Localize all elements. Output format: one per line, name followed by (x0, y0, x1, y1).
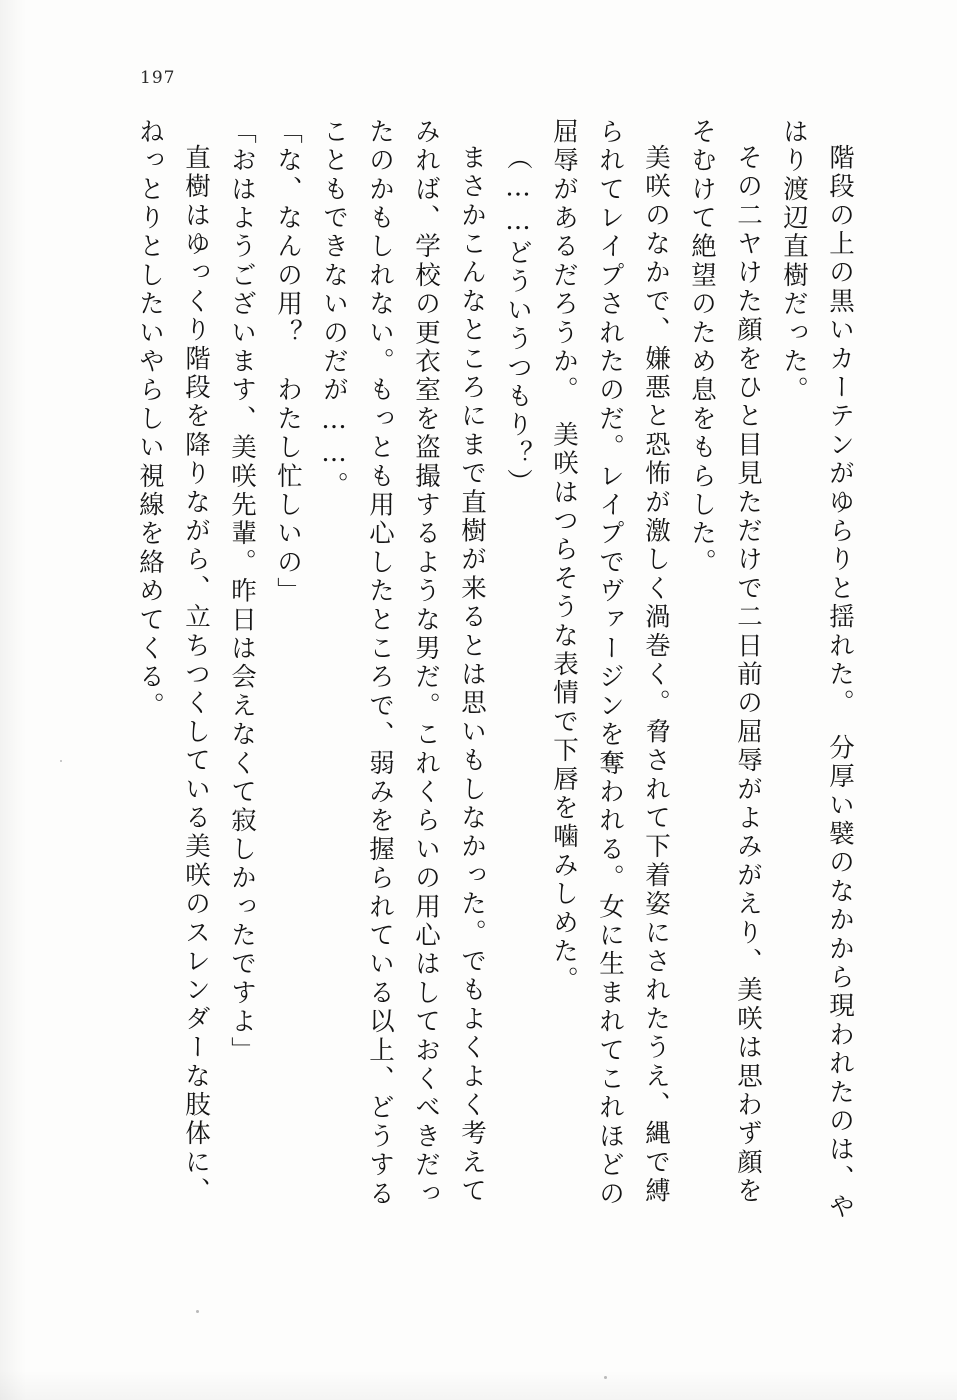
scan-edge-shadow-left (0, 0, 26, 1400)
text-line: まさかこんなところにまで直樹が来るとは思いもしなかった。でもよくよく考えて (457, 144, 487, 1206)
text-line: みれば、学校の更衣室を盗撮するような男だ。これくらいの用心はしておくべきだっ (411, 118, 441, 1209)
vertical-text-block (105, 118, 855, 1278)
text-line: （……どういうつもり？） (503, 144, 533, 498)
text-line: その二ヤけた顔をひと目見ただけで二日前の屈辱がよみがえり、美咲は思わず顔を (733, 144, 763, 1206)
text-line: 美咲のなかで、嫌悪と恐怖が激しく渦巻く。脅されて下着姿にされたうえ、縄で縛 (641, 144, 671, 1206)
page-number: 197 (140, 68, 176, 88)
text-line: 「な、なんの用？ わたし忙しいの」 (273, 118, 303, 606)
scan-speck (196, 1310, 199, 1313)
text-line: 屈辱があるだろうか。 美咲はつらそうな表情で下唇を噛みしめた。 (549, 118, 579, 995)
text-line: 直樹はゆっくり階段を降りながら、立ちつくしている美咲のスレンダーな肢体に、 (181, 144, 211, 1206)
scan-speck (60, 760, 62, 762)
text-line: 「おはようございます、美咲先輩。昨日は会えなくて寂しかったですよ」 (227, 118, 257, 1066)
scan-edge-shadow-bottom (0, 1370, 957, 1400)
text-line: られてレイプされたのだ。レイプでヴァージンを奪われる。女に生まれてこれほどの (595, 118, 625, 1209)
text-line: そむけて絶望のため息をもらした。 (687, 118, 717, 578)
text-line: こともできないのだが……。 (319, 118, 349, 501)
text-line: はり渡辺直樹だった。 (779, 118, 809, 405)
text-line: たのかもしれない。もっとも用心したところで、弱みを握られている以上、どうする (365, 118, 395, 1209)
text-line: ねっとりとしたいやらしい視線を絡めてくる。 (135, 118, 165, 721)
text-line: 階段の上の黒いカーテンがゆらりと揺れた。 分厚い襞のなかから現われたのは、や (825, 144, 855, 1222)
scan-speck (604, 1376, 607, 1379)
